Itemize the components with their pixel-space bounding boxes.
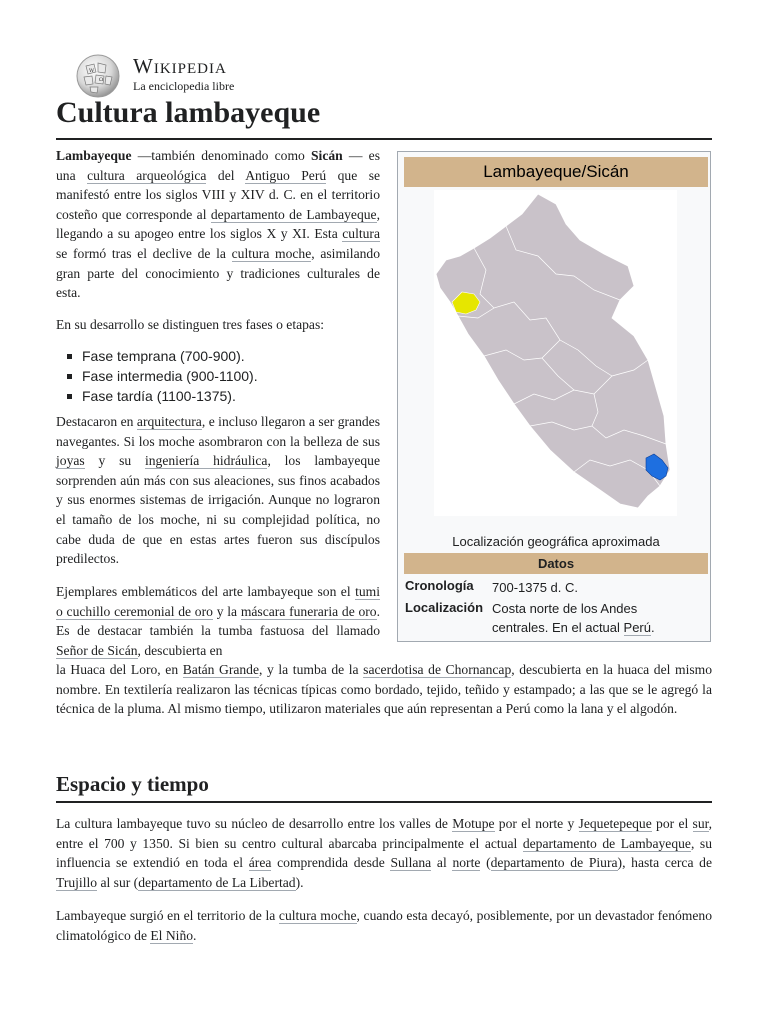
link-sur[interactable]: sur xyxy=(692,816,709,831)
list-item: Fase tardía (1100-1375). xyxy=(82,386,382,406)
link-cultura[interactable]: cultura xyxy=(342,226,380,242)
text: , y la tumba de la xyxy=(259,662,364,677)
link-area[interactable]: área xyxy=(248,855,272,871)
text: ). xyxy=(295,874,304,890)
text: Lambayeque surgió en el territorio de la xyxy=(56,908,279,923)
wikipedia-logo[interactable] xyxy=(72,48,272,98)
peru-outline xyxy=(436,194,670,508)
text: que se manifestó entre los siglos VIII y XIV d. C. en el territorio costeño que corresponde al xyxy=(56,167,381,222)
art-paragraph xyxy=(56,582,380,660)
intro-paragraph xyxy=(56,146,380,303)
link-departamento-lambayeque-2[interactable]: departamento de Lambayeque xyxy=(522,835,691,851)
text: se formó tras el declive de la xyxy=(56,245,232,261)
link-departamento-piura[interactable]: departamento de Piura xyxy=(490,855,618,871)
list-item: Fase temprana (700-900). xyxy=(82,346,382,366)
infobox-value-cronologia: 700-1375 d. C. xyxy=(492,580,579,595)
text: . xyxy=(193,927,197,943)
link-cultura-moche[interactable]: cultura moche xyxy=(231,245,312,261)
link-batan-grande[interactable]: Batán Grande xyxy=(182,662,260,677)
text: comprendida desde xyxy=(271,855,391,871)
text: , llegando a su apogeo entre los siglos X y XI. Esta xyxy=(56,206,380,242)
wikipedia-tagline: La enciclopedia libre xyxy=(133,79,235,93)
phases-list xyxy=(56,346,382,406)
achievements-paragraph xyxy=(56,412,380,569)
section-heading: Espacio y tiempo xyxy=(56,771,712,803)
text: Ejemplares emblemáticos del arte lambayeque son el xyxy=(56,584,356,599)
list-item: Fase intermedia (900-1100). xyxy=(82,366,382,386)
origin-paragraph xyxy=(56,906,712,945)
text: , cuando esta decayó, posiblemente, por un devastador fenómeno climatológico de xyxy=(56,908,713,943)
text: y la xyxy=(212,603,241,619)
link-norte[interactable]: norte xyxy=(452,855,481,871)
infobox-title: Lambayeque/Sicán xyxy=(404,157,708,187)
text: —también denominado como xyxy=(131,148,311,163)
wikipedia-wordmark: Wikipedia xyxy=(133,54,227,78)
link-cultura-moche-2[interactable]: cultura moche xyxy=(278,908,357,923)
link-senor-de-sican[interactable]: Señor de Sicán xyxy=(56,642,138,658)
page-title: Cultura lambayeque xyxy=(56,94,712,140)
text: ( xyxy=(480,855,491,871)
link-joyas[interactable]: joyas xyxy=(56,453,85,469)
art-paragraph-continued xyxy=(56,660,712,719)
text: , su influencia se extendió en toda el xyxy=(56,835,712,871)
link-trujillo[interactable]: Trujillo xyxy=(56,874,98,890)
link-sullana[interactable]: Sullana xyxy=(390,855,432,871)
peru-map-image xyxy=(434,190,677,516)
infobox-section-header: Datos xyxy=(404,553,708,574)
text: , asimilando gran parte del conocimiento y tradiciones culturales de esta. xyxy=(56,245,380,301)
infobox-label-cronologia: Cronología xyxy=(405,578,474,593)
wikipedia-globe-icon xyxy=(72,52,124,98)
svg-text:W: W xyxy=(89,68,95,74)
link-ingenieria-hidraulica[interactable]: ingeniería hidráulica xyxy=(144,453,268,469)
text: , e incluso llegaron a ser grandes navegantes. Si los moche asombraron con la belleza de sus xyxy=(56,414,380,449)
infobox xyxy=(397,151,711,642)
text: al sur ( xyxy=(97,874,139,890)
link-peru[interactable]: Perú xyxy=(623,620,651,635)
link-departamento-lambayeque[interactable]: departamento de Lambayeque xyxy=(210,206,377,222)
text: — es una xyxy=(56,148,380,183)
text: Destacaron en xyxy=(56,414,137,429)
text: la Huaca del Loro, en xyxy=(56,662,183,677)
link-mascara-funeraria[interactable]: máscara funeraria de oro xyxy=(240,603,377,619)
text: , descubierta en xyxy=(137,642,223,658)
text: y su xyxy=(84,453,145,469)
text: , entre el 700 y 1350. Si bien su centro cultural abarcaba principalmente el actual xyxy=(56,816,713,851)
link-tumi[interactable]: tumi o cuchillo ceremonial de oro xyxy=(56,584,380,619)
text: , los lambayeque sorprenden aún más con sus aleaciones, sus finos acabados y sus enormes sistemas de irrigación. Aunque no lograron el tamaño de los moche, ni su complejidad política, no cabe duda de que en estas artes fueron sus discípulos predilectos. xyxy=(56,453,380,567)
svg-text:Ω: Ω xyxy=(99,77,104,83)
infobox-label-localizacion: Localización xyxy=(405,600,484,615)
text: , descubierta en la huaca del mismo nombre. En textilería realizaron las técnicas típicas como bordado, tejido, teñido y estampado; a las que se le agregó la técnica de la pluma. Al mismo tiempo, utilizaron materiales que aún representan a Perú como la lana y el algodón. xyxy=(56,662,713,717)
link-sacerdotisa-chornancap[interactable]: sacerdotisa de Chornancap xyxy=(363,662,512,677)
link-arquitectura[interactable]: arquitectura xyxy=(136,414,202,429)
alt-term-bold: Sicán xyxy=(311,148,343,163)
text: por el norte y xyxy=(494,816,579,831)
map-caption: Localización geográfica aproximada xyxy=(452,534,660,549)
link-antiguo-peru[interactable]: Antiguo Perú xyxy=(245,167,327,183)
text: por el xyxy=(651,816,693,831)
text: al xyxy=(431,855,453,871)
text: La cultura lambayeque tuvo su núcleo de desarrollo entre los valles de xyxy=(56,816,453,831)
link-el-nino[interactable]: El Niño xyxy=(150,927,194,943)
term-bold: Lambayeque xyxy=(56,148,132,163)
link-motupe[interactable]: Motupe xyxy=(452,816,495,831)
phases-intro: En su desarrollo se distinguen tres fases o etapas: xyxy=(56,317,325,332)
space-time-paragraph xyxy=(56,814,712,892)
text: . xyxy=(651,620,655,635)
location-map[interactable] xyxy=(434,190,677,516)
text: ), hasta cerca de xyxy=(617,855,713,871)
text: . Es de destacar también la tumba fastuosa del llamado xyxy=(56,603,381,639)
link-cultura-arqueologica[interactable]: cultura arqueológica xyxy=(87,167,207,183)
text: Costa norte de los Andes centrales. En el actual xyxy=(492,601,638,635)
link-jequetepeque[interactable]: Jequetepeque xyxy=(578,816,652,831)
text: del xyxy=(206,167,246,183)
infobox-value-localizacion xyxy=(492,599,692,637)
link-departamento-la-libertad[interactable]: departamento de La Libertad xyxy=(138,874,296,890)
